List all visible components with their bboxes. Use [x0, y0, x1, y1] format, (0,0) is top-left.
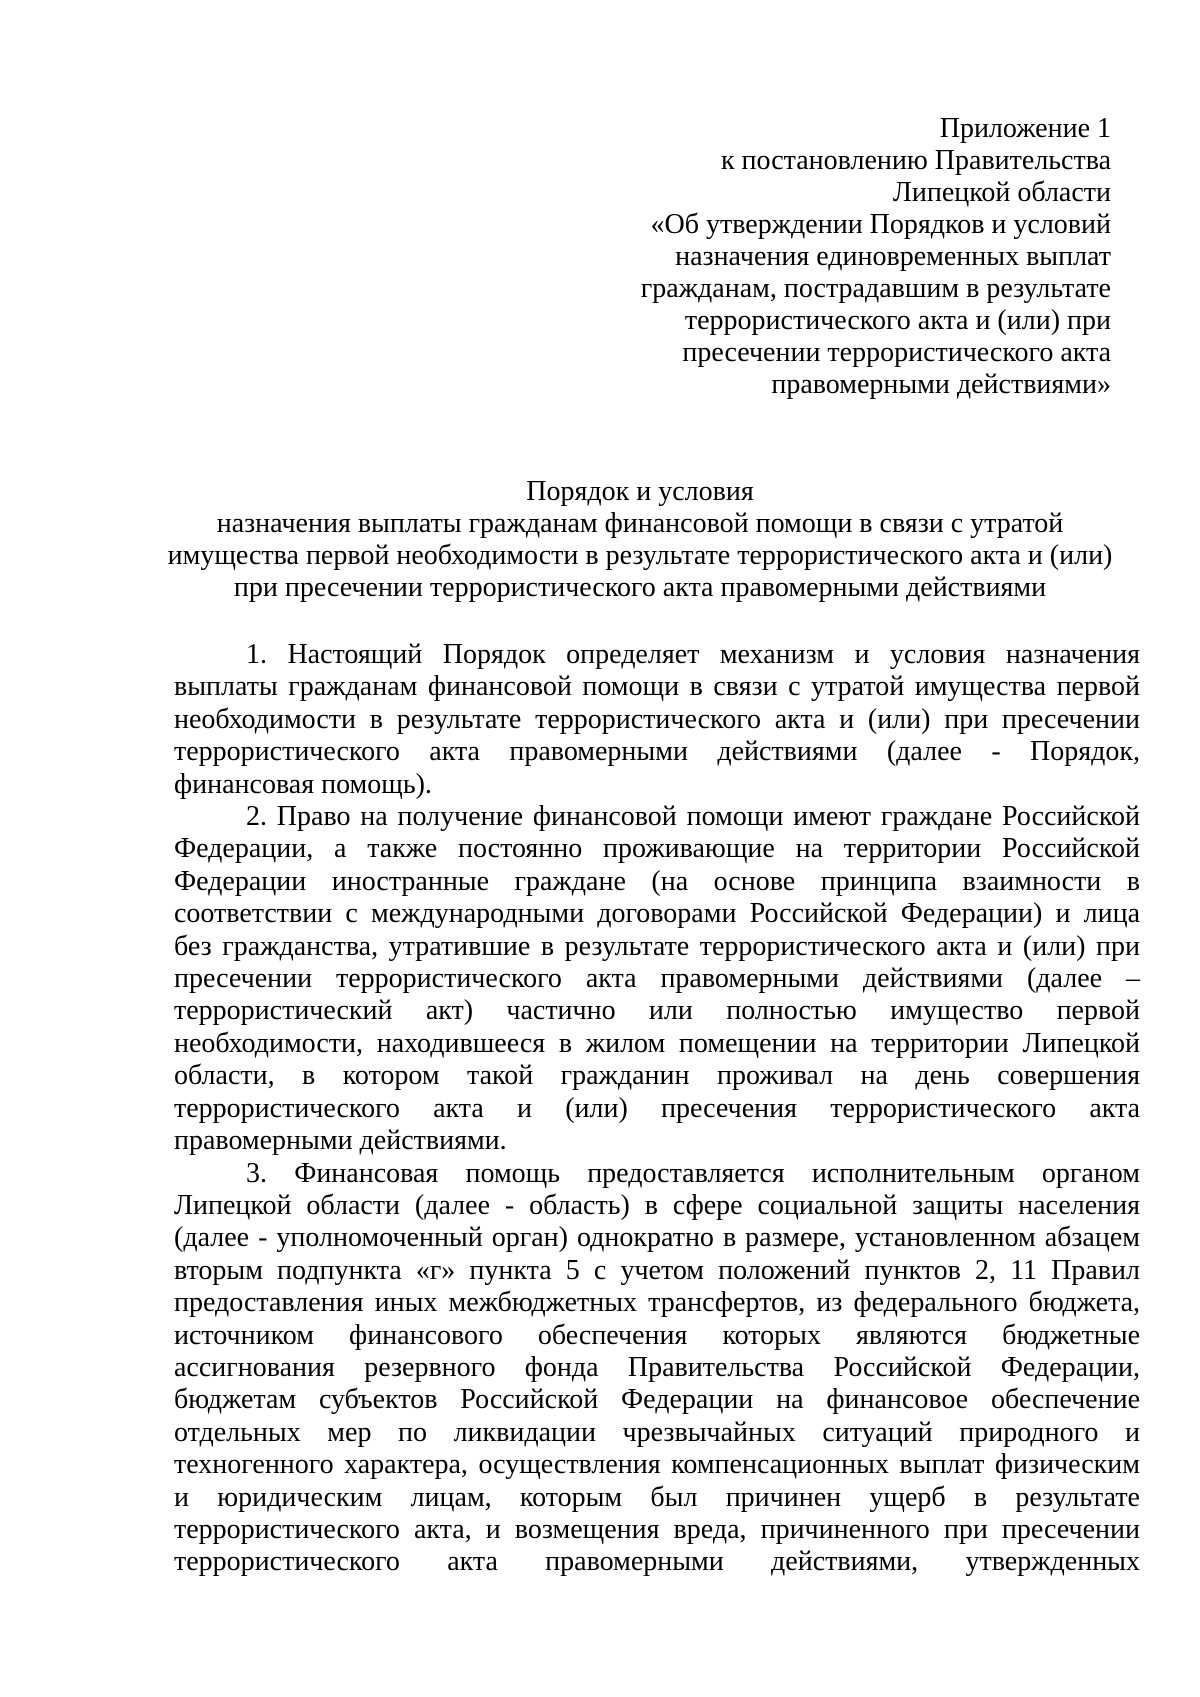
paragraph-line: 1. Настоящий Порядок определяет механизм и условия назначения: [246, 639, 1140, 670]
appendix-line: к постановлению Правительства: [720, 145, 1111, 176]
paragraph-line: ассигнования резервного фонда Правительства Российской Федерации,: [174, 1351, 1140, 1383]
paragraph-line: пресечении террористического акта правомерными действиями (далее –: [174, 963, 1140, 995]
paragraph-line: (далее - уполномоченный орган) однократно в размере, установленном абзацем: [174, 1222, 1140, 1254]
title-line: назначения выплаты гражданам финансовой помощи в связи с утратой: [216, 508, 1064, 539]
appendix-line: «Об утверждении Порядков и условий: [650, 209, 1111, 240]
appendix-line: террористического акта и (или) при: [684, 305, 1111, 336]
paragraph-line: Липецкой области (далее - область) в сфере социальной защиты населения: [174, 1189, 1140, 1221]
document-title: [150, 476, 1130, 604]
paragraph-line: 2. Право на получение финансовой помощи имеют граждане Российской: [246, 801, 1140, 833]
paragraph-line: отдельных мер по ликвидации чрезвычайных ситуаций природного и: [174, 1416, 1140, 1448]
paragraph-line: соответствии с международными договорами Российской Федерации) и лица: [174, 898, 1140, 930]
paragraph-1: [174, 639, 1140, 801]
paragraph-line: террористического акта, и возмещения вреда, причиненного при пресечении: [174, 1513, 1140, 1545]
paragraph-line: без гражданства, утратившие в результате террористического акта и (или) при: [174, 930, 1140, 962]
paragraph-3: [174, 1158, 1140, 1579]
appendix-line: пресечении террористического акта: [682, 337, 1111, 368]
appendix-line: назначения единовременных выплат: [675, 241, 1111, 272]
paragraph-line: предоставления иных межбюджетных трансфертов, из федерального бюджета,: [174, 1287, 1140, 1319]
paragraph-line: террористический акт) частично или полностью имущество первой: [174, 995, 1140, 1027]
paragraph-2: [174, 801, 1140, 1157]
paragraph-line: террористического акта правомерными действиями (далее - Порядок,: [174, 736, 1140, 768]
title-line: имущества первой необходимости в результате террористического акта и (или): [167, 540, 1113, 571]
paragraph-line: выплаты гражданам финансовой помощи в связи с утратой имущества первой: [174, 671, 1140, 703]
paragraph-line: террористического акта правомерными действиями, утвержденных: [174, 1546, 1140, 1578]
paragraph-line: техногенного характера, осуществления компенсационных выплат физическим: [174, 1449, 1140, 1481]
appendix-line: правомерными действиями»: [771, 369, 1111, 400]
paragraph-line: Федерации, а также постоянно проживающие на территории Российской: [174, 833, 1140, 865]
appendix-line: Приложение 1: [939, 113, 1111, 144]
paragraph-line: и юридическим лицам, которым был причинен ущерб в результате: [174, 1481, 1140, 1513]
paragraph-line: Федерации иностранные граждане (на основе принципа взаимности в: [174, 865, 1140, 897]
paragraph-line: необходимости в результате террористического акта и (или) при пресечении: [174, 703, 1140, 735]
paragraph-line: бюджетам субъектов Российской Федерации на финансовое обеспечение: [174, 1384, 1140, 1416]
paragraph-line: террористического акта и (или) пресечения террористического акта: [174, 1092, 1140, 1124]
paragraph-line: вторым подпункта «г» пункта 5 с учетом положений пунктов 2, 11 Правил: [174, 1254, 1140, 1286]
appendix-header: [511, 113, 1111, 401]
appendix-line: Липецкой области: [892, 177, 1111, 208]
paragraph-line: источником финансового обеспечения которых являются бюджетные: [174, 1319, 1140, 1351]
paragraph-line: финансовая помощь).: [174, 768, 432, 800]
paragraph-line: 3. Финансовая помощь предоставляется исполнительным органом: [246, 1157, 1140, 1189]
document-body: [174, 639, 1140, 1579]
appendix-line: гражданам, пострадавшим в результате: [640, 273, 1111, 304]
paragraph-line: необходимости, находившееся в жилом помещении на территории Липецкой: [174, 1027, 1140, 1059]
title-line: Порядок и условия: [526, 476, 754, 507]
title-line: при пресечении террористического акта правомерными действиями: [233, 572, 1047, 603]
paragraph-line: правомерными действиями.: [174, 1125, 507, 1157]
paragraph-line: области, в котором такой гражданин проживал на день совершения: [174, 1060, 1140, 1092]
